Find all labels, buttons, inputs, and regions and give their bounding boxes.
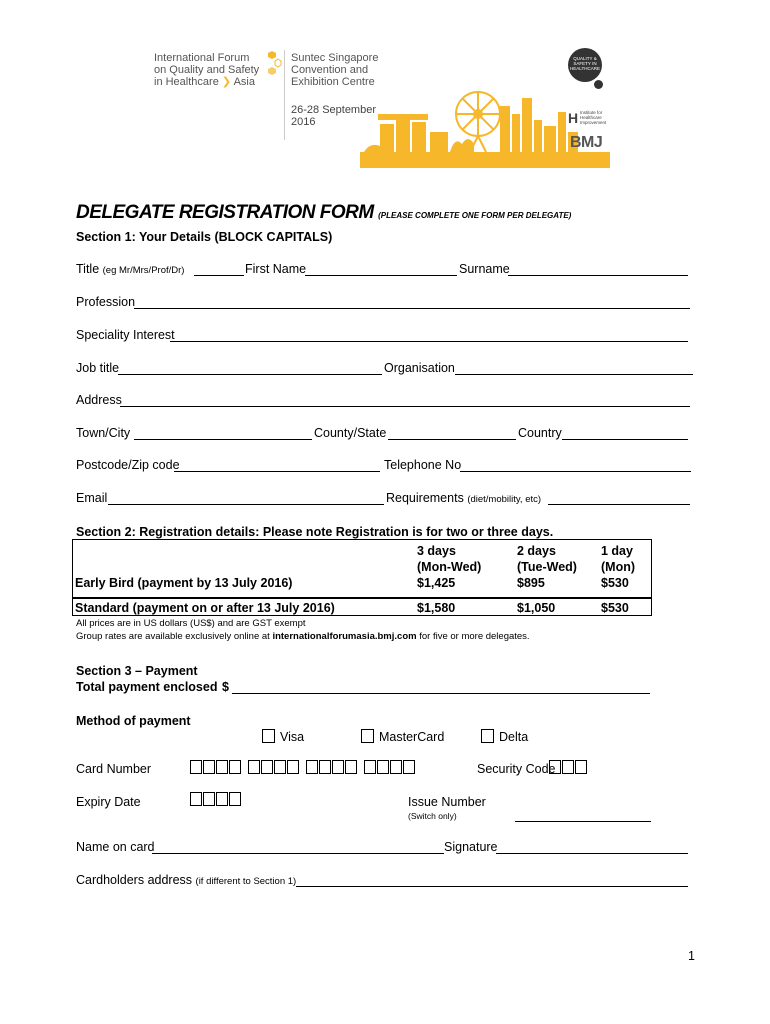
- price-cell: $895: [517, 576, 545, 590]
- first-name-field[interactable]: [305, 275, 457, 276]
- ihi-line: Institute for: [580, 110, 603, 115]
- title-text: Title: [76, 262, 100, 276]
- singapore-skyline-illustration: [350, 84, 620, 170]
- cardholder-address-hint: (if different to Section 1): [195, 876, 297, 887]
- telephone-field[interactable]: [460, 471, 691, 472]
- form-title: [76, 202, 571, 224]
- email-label: Email: [76, 491, 108, 505]
- table-row-divider: [73, 597, 651, 599]
- address-label: Address: [76, 393, 122, 407]
- requirements-hint: (diet/mobility, etc): [467, 494, 542, 505]
- registration-table: [72, 539, 652, 616]
- col-header-line2: (Mon-Wed): [417, 560, 482, 574]
- venue: [291, 52, 378, 88]
- speciality-field[interactable]: [170, 341, 688, 342]
- forum-title-text: in Healthcare: [154, 76, 219, 88]
- chevron-right-icon: ❯: [221, 76, 232, 88]
- hexagon-cluster-icon: [262, 50, 282, 76]
- card-digit-group[interactable]: [248, 760, 300, 774]
- requirements-label: [386, 491, 541, 505]
- col-header-line1: 3 days: [417, 544, 456, 558]
- venue-line: Suntec Singapore: [291, 52, 379, 64]
- price-cell: $1,580: [417, 601, 456, 615]
- col-header-3days: [417, 543, 481, 575]
- form-title-text: DELEGATE REGISTRATION FORM: [76, 202, 374, 223]
- organisation-field[interactable]: [455, 374, 693, 375]
- card-digit-group[interactable]: [306, 760, 358, 774]
- currency-symbol: $: [222, 680, 229, 694]
- forum-title-line: International Forum: [154, 52, 250, 64]
- delta-checkbox[interactable]: [481, 729, 494, 743]
- organisation-label: Organisation: [384, 361, 455, 375]
- total-payment-field[interactable]: [232, 693, 650, 694]
- row-label: Standard (payment on or after 13 July 2016): [75, 601, 335, 615]
- group-rate-text: Group rates are available exclusively online at: [76, 631, 273, 642]
- first-name-label: First Name: [245, 262, 307, 276]
- col-header-1day: [601, 543, 635, 575]
- cardholder-address-text: Cardholders address: [76, 873, 193, 887]
- requirements-text: Requirements: [386, 491, 464, 505]
- expiry-date-label: Expiry Date: [76, 795, 141, 809]
- row-label: Early Bird (payment by 13 July 2016): [75, 576, 293, 590]
- email-field[interactable]: [108, 504, 384, 505]
- county-label: County/State: [314, 426, 387, 440]
- form-subtitle: (PLEASE COMPLETE ONE FORM PER DELEGATE): [378, 211, 572, 220]
- title-label: [76, 262, 184, 276]
- job-title-field[interactable]: [118, 374, 382, 375]
- ihi-line: Healthcare: [580, 115, 602, 120]
- cardholder-address-label: [76, 873, 296, 887]
- total-payment-label: Total payment enclosed: [76, 680, 218, 694]
- page-number: 1: [688, 949, 695, 963]
- issue-number-label: Issue Number: [408, 795, 486, 809]
- section3-heading: Section 3 – Payment: [76, 664, 198, 678]
- security-code-label: Security Code: [477, 762, 556, 776]
- country-label: Country: [518, 426, 562, 440]
- mastercard-label: MasterCard: [379, 730, 445, 744]
- speciality-label: Speciality Interest: [76, 328, 175, 342]
- surname-label: Surname: [459, 262, 510, 276]
- address-field[interactable]: [120, 406, 690, 407]
- section2-heading: Section 2: Registration details: Please note Registration is for two or three days.: [76, 525, 554, 539]
- header-divider: [284, 50, 285, 140]
- name-on-card-label: Name on card: [76, 840, 155, 854]
- cardholder-address-field[interactable]: [296, 886, 688, 887]
- method-of-payment-label: Method of payment: [76, 714, 191, 728]
- forum-title-line: [154, 76, 259, 88]
- issue-number-hint: (Switch only): [408, 811, 457, 821]
- town-field[interactable]: [134, 439, 312, 440]
- expiry-date-boxes[interactable]: [190, 792, 242, 806]
- price-cell: $530: [601, 576, 629, 590]
- ihi-logo-icon: H: [568, 110, 579, 126]
- venue-line: Convention and: [291, 64, 369, 76]
- event-date-line: 26-28 September: [291, 104, 376, 116]
- col-header-2days: [517, 543, 577, 575]
- delta-label: Delta: [499, 730, 529, 744]
- badge-line: QUALITY &: [573, 56, 597, 61]
- card-digit-group[interactable]: [364, 760, 416, 774]
- price-cell: $530: [601, 601, 629, 615]
- forum-title-line: on Quality and Safety: [154, 64, 260, 76]
- forum-title: [154, 52, 259, 88]
- country-field[interactable]: [562, 439, 688, 440]
- section1-heading: Section 1: Your Details (BLOCK CAPITALS): [76, 230, 333, 244]
- postcode-label: Postcode/Zip code: [76, 458, 180, 472]
- badge-dot-icon: [594, 80, 603, 89]
- group-rate-link[interactable]: internationalforumasia.bmj.com: [272, 631, 417, 642]
- signature-label: Signature: [444, 840, 498, 854]
- price-cell: $1,050: [517, 601, 556, 615]
- event-date-line: 2016: [291, 116, 316, 128]
- profession-field[interactable]: [134, 308, 690, 309]
- job-title-label: Job title: [76, 361, 120, 375]
- bmj-logo: BMJ: [570, 134, 603, 151]
- telephone-label: Telephone No: [384, 458, 462, 472]
- quality-safety-badge-icon: [568, 48, 602, 82]
- card-digit-group[interactable]: [190, 760, 242, 774]
- visa-label: Visa: [280, 730, 305, 744]
- badge-line: SAFETY IN: [573, 61, 597, 66]
- venue-line: Exhibition Centre: [291, 76, 375, 88]
- card-number-label: Card Number: [76, 762, 152, 776]
- col-header-line1: 1 day: [601, 544, 633, 558]
- title-field[interactable]: [194, 275, 244, 276]
- badge-line: HEALTHCARE: [570, 66, 600, 71]
- title-hint: (eg Mr/Mrs/Prof/Dr): [102, 265, 185, 276]
- postcode-field[interactable]: [174, 471, 380, 472]
- security-code-boxes[interactable]: [549, 760, 588, 774]
- visa-checkbox[interactable]: [262, 729, 275, 743]
- col-header-line2: (Tue-Wed): [517, 560, 577, 574]
- col-header-line2: (Mon): [601, 560, 636, 574]
- issue-number-field[interactable]: [515, 821, 651, 822]
- event-header: [150, 44, 620, 172]
- forum-title-asia: Asia: [233, 76, 255, 88]
- surname-field[interactable]: [508, 275, 688, 276]
- profession-label: Profession: [76, 295, 136, 309]
- price-cell: $1,425: [417, 576, 456, 590]
- county-field[interactable]: [388, 439, 516, 440]
- col-header-line1: 2 days: [517, 544, 556, 558]
- price-note: All prices are in US dollars (US$) and are GST exempt: [76, 618, 306, 629]
- group-rate-note: [76, 631, 530, 642]
- mastercard-checkbox[interactable]: [361, 729, 374, 743]
- ihi-logo-text: [580, 110, 606, 125]
- signature-field[interactable]: [496, 853, 688, 854]
- card-number-boxes[interactable]: [190, 760, 416, 774]
- group-rate-text-end: for five or more delegates.: [416, 631, 530, 642]
- name-on-card-field[interactable]: [152, 853, 444, 854]
- town-label: Town/City: [76, 426, 131, 440]
- ihi-line: Improvement: [580, 120, 607, 125]
- requirements-field[interactable]: [548, 504, 690, 505]
